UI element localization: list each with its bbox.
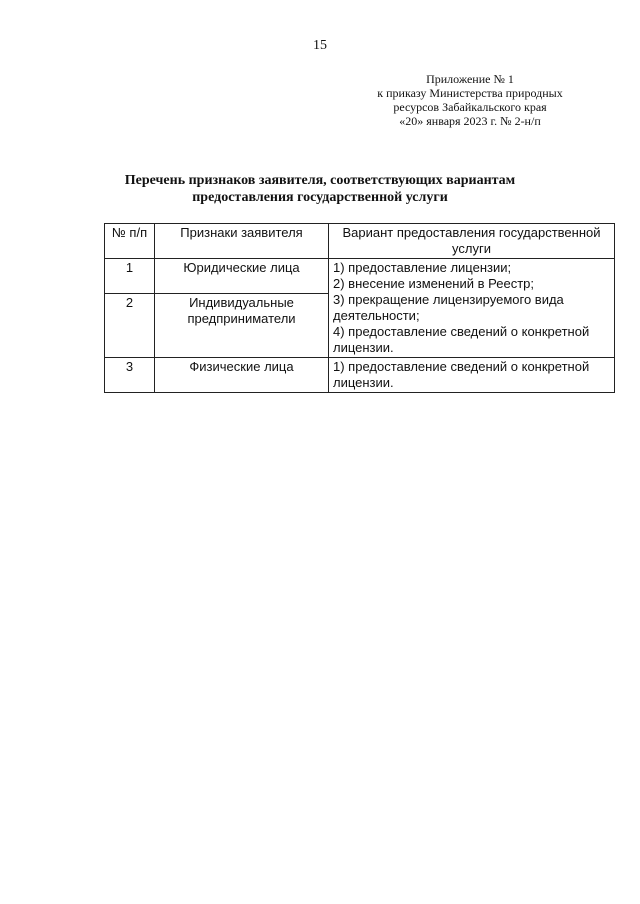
variant-item: 2) внесение изменений в Реестр; [333, 276, 534, 291]
header-sign: Признаки заявителя [155, 224, 329, 259]
variant-item: 3) прекращение лицензируемого вида деятельности; [333, 292, 564, 323]
header-num: № п/п [105, 224, 155, 259]
title-line-1: Перечень признаков заявителя, соответствующих вариантам [124, 173, 516, 188]
appendix-reference [340, 72, 600, 128]
appendix-line-3: ресурсов Забайкальского края [393, 100, 547, 114]
row-sign: Индивидуальные предприниматели [155, 293, 329, 357]
table-header-row [105, 224, 615, 259]
applicant-criteria-table [104, 223, 615, 393]
row-variant: 1) предоставление сведений о конкретной лицензии. [329, 358, 615, 393]
table-row [105, 259, 615, 294]
variant-item: 4) предоставление сведений о конкретной лицензии. [333, 324, 590, 355]
shared-variants-cell [329, 259, 615, 358]
row-num: 2 [105, 293, 155, 357]
appendix-line-4: «20» января 2023 г. № 2-н/п [399, 114, 541, 128]
header-variant: Вариант предоставления государственной услуги [329, 224, 615, 259]
title-line-2: предоставления государственной услуги [192, 190, 448, 205]
row-sign: Физические лица [155, 358, 329, 393]
document-title [0, 172, 640, 206]
table-row [105, 358, 615, 393]
row-num: 1 [105, 259, 155, 294]
row-num: 3 [105, 358, 155, 393]
page-number: 15 [313, 38, 327, 53]
row-sign: Юридические лица [155, 259, 329, 294]
appendix-line-1: Приложение № 1 [426, 72, 514, 86]
variant-item: 1) предоставление лицензии; [333, 260, 512, 275]
appendix-line-2: к приказу Министерства природных [377, 86, 563, 100]
